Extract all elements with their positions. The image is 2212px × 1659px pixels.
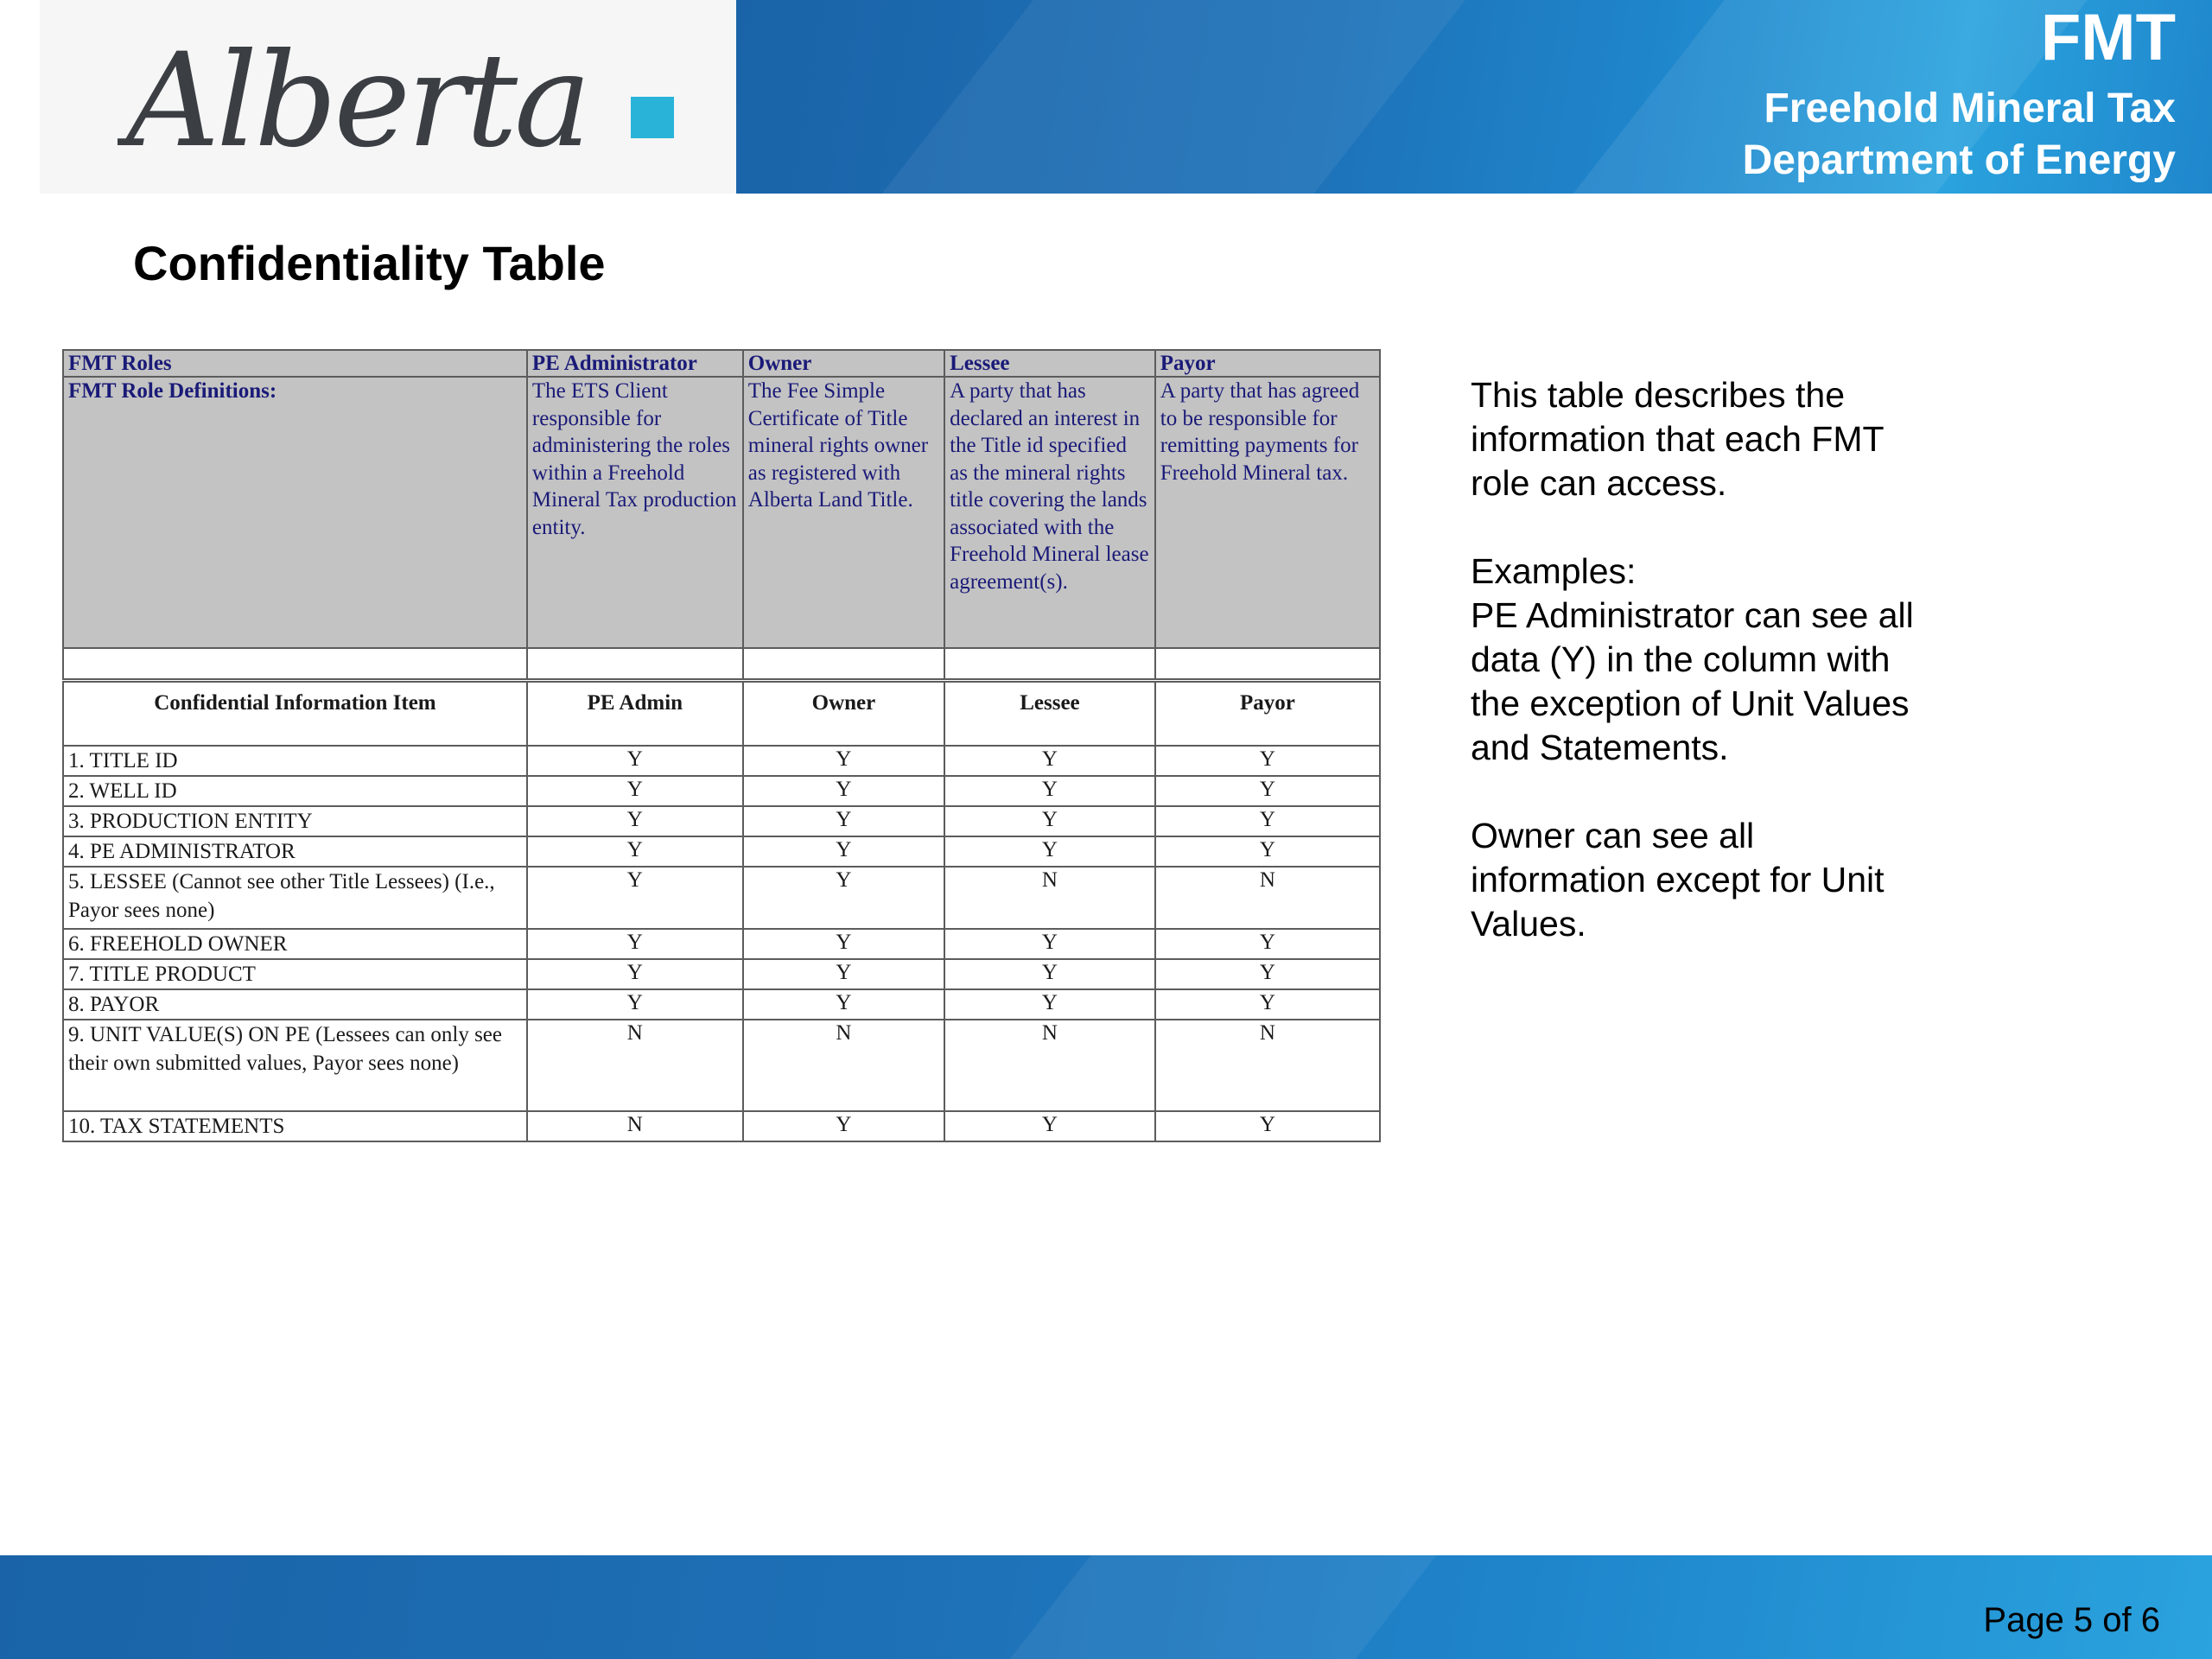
alberta-logo: [40, 0, 736, 194]
column-header: Lessee: [944, 681, 1155, 747]
access-value: Y: [527, 929, 743, 959]
definition-owner: The Fee Simple Certificate of Title mineral rights owner as registered with Alberta Land Title.: [743, 377, 944, 648]
access-value: Y: [1155, 776, 1380, 806]
access-value: Y: [527, 746, 743, 776]
access-value: N: [743, 1020, 944, 1111]
access-value: Y: [527, 867, 743, 929]
svg-text:Alberta: Alberta: [126, 26, 588, 164]
table-row: [63, 959, 1380, 989]
access-value: Y: [743, 989, 944, 1020]
access-value: N: [1155, 1020, 1380, 1111]
table-row: [63, 929, 1380, 959]
access-value: N: [527, 1111, 743, 1141]
table-row: [63, 836, 1380, 867]
header: [0, 0, 2212, 194]
item-label: 7. TITLE PRODUCT: [63, 959, 527, 989]
column-header: Payor: [1155, 681, 1380, 747]
access-value: Y: [1155, 746, 1380, 776]
table-row: [63, 1020, 1380, 1111]
access-value: N: [527, 1020, 743, 1111]
examples-label: Examples:: [1471, 551, 1637, 591]
roles-row: [63, 350, 1380, 377]
definition-pe-administrator: The ETS Client responsible for administering the roles within a Freehold Mineral Tax production entity.: [527, 377, 743, 648]
footer-bar: [0, 1555, 2212, 1659]
access-value: Y: [527, 806, 743, 836]
access-value: Y: [743, 929, 944, 959]
item-label: 6. FREEHOLD OWNER: [63, 929, 527, 959]
access-value: Y: [1155, 1111, 1380, 1141]
role-payor: Payor: [1155, 350, 1380, 377]
column-header: Confidential Information Item: [63, 681, 527, 747]
access-value: N: [1155, 867, 1380, 929]
item-label: 2. WELL ID: [63, 776, 527, 806]
access-value: Y: [743, 959, 944, 989]
spacer-row: [63, 648, 1380, 681]
role-pe-administrator: PE Administrator: [527, 350, 743, 377]
item-label: 3. PRODUCTION ENTITY: [63, 806, 527, 836]
access-value: Y: [944, 776, 1155, 806]
table-row: [63, 867, 1380, 929]
item-label: 9. UNIT VALUE(S) ON PE (Lessees can only see their own submitted values, Payor sees none): [63, 1020, 527, 1111]
item-label: 5. LESSEE (Cannot see other Title Lessees) (I.e., Payor sees none): [63, 867, 527, 929]
access-value: Y: [743, 1111, 944, 1141]
access-value: Y: [1155, 959, 1380, 989]
role-owner: Owner: [743, 350, 944, 377]
access-value: Y: [743, 746, 944, 776]
access-value: N: [944, 867, 1155, 929]
banner-subtitle: Freehold Mineral Tax: [1764, 86, 2176, 131]
access-value: Y: [527, 776, 743, 806]
column-header-row: [63, 681, 1380, 747]
access-value: Y: [944, 989, 1155, 1020]
access-value: Y: [527, 959, 743, 989]
table-row: [63, 746, 1380, 776]
table-row: [63, 776, 1380, 806]
access-value: Y: [944, 746, 1155, 776]
access-value: Y: [743, 867, 944, 929]
banner-abbreviation: FMT: [2040, 1, 2176, 74]
access-value: Y: [944, 836, 1155, 867]
header-banner: [736, 0, 2212, 194]
access-value: Y: [944, 806, 1155, 836]
definitions-label: FMT Role Definitions:: [63, 377, 527, 648]
access-value: Y: [743, 806, 944, 836]
definition-payor: A party that has agreed to be responsible for remitting payments for Freehold Mineral tax.: [1155, 377, 1380, 648]
column-header: Owner: [743, 681, 944, 747]
access-value: Y: [1155, 806, 1380, 836]
column-header: PE Admin: [527, 681, 743, 747]
item-label: 8. PAYOR: [63, 989, 527, 1020]
access-value: Y: [944, 929, 1155, 959]
access-value: Y: [527, 989, 743, 1020]
definition-lessee: A party that has declared an interest in the Title id specified as the mineral rights title covering the lands associated with the Freehold Mineral lease agreement(s).: [944, 377, 1155, 648]
access-value: Y: [527, 836, 743, 867]
roles-label: FMT Roles: [63, 350, 527, 377]
page-number: Page 5 of 6: [1983, 1601, 2160, 1639]
banner-department: Department of Energy: [1742, 137, 2176, 183]
definitions-row: [63, 377, 1380, 648]
page-title: Confidentiality Table: [133, 236, 606, 290]
table-row: [63, 989, 1380, 1020]
access-value: N: [944, 1020, 1155, 1111]
item-label: 10. TAX STATEMENTS: [63, 1111, 527, 1141]
access-value: Y: [944, 959, 1155, 989]
access-value: Y: [1155, 836, 1380, 867]
access-value: Y: [944, 1111, 1155, 1141]
access-value: Y: [1155, 989, 1380, 1020]
example-owner: Owner can see all information except for Unit Values.: [1471, 816, 1885, 944]
access-value: Y: [1155, 929, 1380, 959]
example-pe-administrator: PE Administrator can see all data (Y) in the column with the exception of Unit Values and Statements.: [1471, 595, 1914, 767]
access-value: Y: [743, 776, 944, 806]
table-row: [63, 806, 1380, 836]
item-label: 1. TITLE ID: [63, 746, 527, 776]
role-lessee: Lessee: [944, 350, 1155, 377]
explanation-text: [1471, 373, 1937, 946]
explanation-intro: This table describes the information that each FMT role can access.: [1471, 375, 1884, 503]
confidentiality-table: [62, 349, 1381, 1142]
access-value: Y: [743, 836, 944, 867]
item-label: 4. PE ADMINISTRATOR: [63, 836, 527, 867]
table-row: [63, 1111, 1380, 1141]
